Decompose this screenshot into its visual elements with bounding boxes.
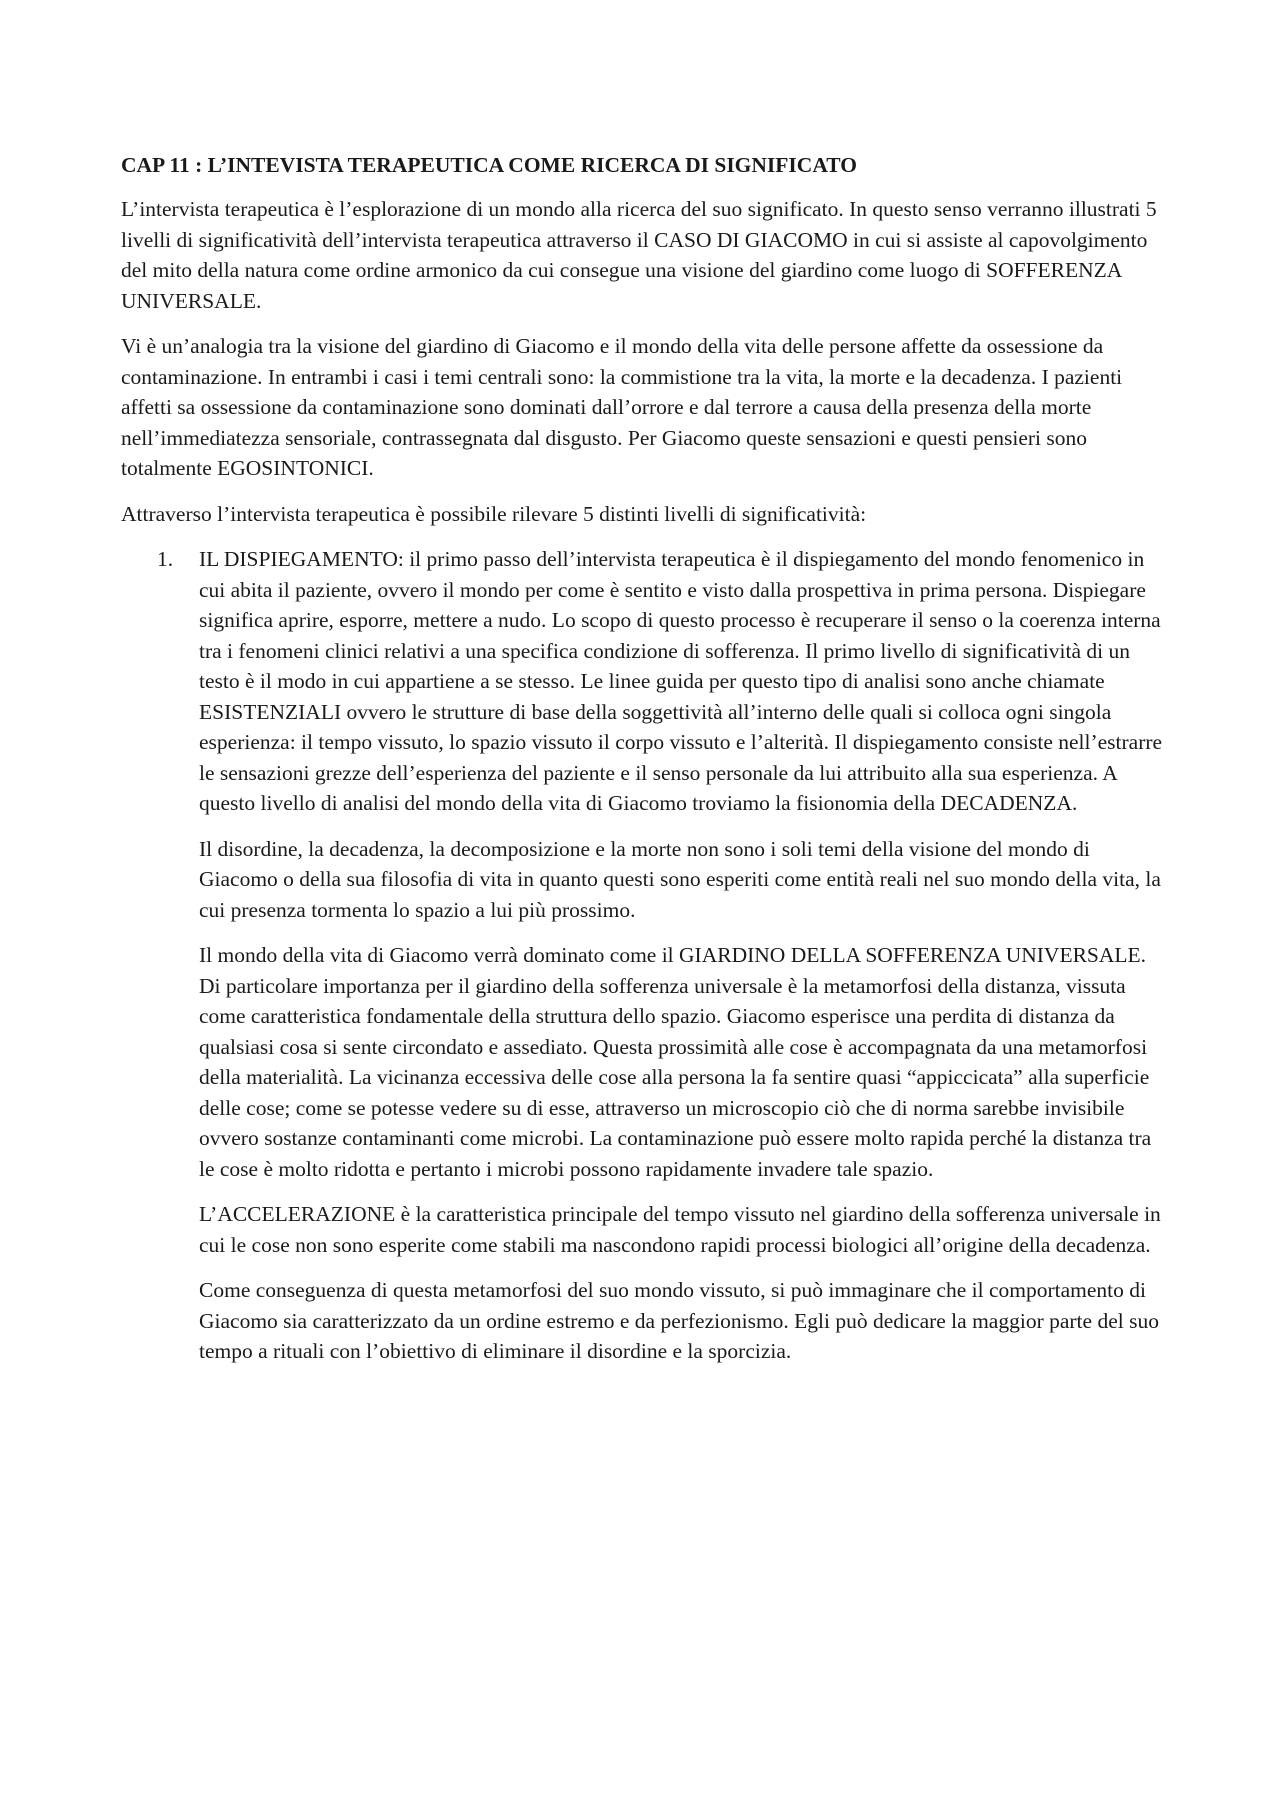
intro-paragraph-1: L’intervista terapeutica è l’esplorazione di un mondo alla ricerca del suo significato. In questo senso verranno illustrati 5 livelli di significatività dell’intervista terapeutica attraverso il CASO DI GIACOMO in cui si assiste al capovolgimento del mito della natura come ordine armonico da cui consegue una visione del giardino come luogo di SOFFERENZA UNIVERSALE. <box>121 197 1157 313</box>
list-item-number: 1. <box>157 547 174 571</box>
list-item-paragraph-5: Come conseguenza di questa metamorfosi del suo mondo vissuto, si può immaginare che il comportamento di Giacomo sia caratterizzato da un ordine estremo e da perfezionismo. Egli può dedicare la maggior parte del suo tempo a rituali con l’obiettivo di eliminare il disordine e la sporcizia. <box>199 1278 1159 1363</box>
list-item <box>121 544 1171 1367</box>
list-item-paragraph-3: Il mondo della vita di Giacomo verrà dominato come il GIARDINO DELLA SOFFERENZA UNIVERSALE. Di particolare importanza per il giardino della sofferenza universale è la metamorfosi della distanza, vissuta come caratteristica fondamentale della struttura dello spazio. Giacomo esperisce una perdita di distanza da qualsiasi cosa si sente circondato e assediato. Questa prossimità alle cose è accompagnata da una metamorfosi della materialità. La vicinanza eccessiva delle cose alla persona la fa sentire quasi “appiccicata” alla superficie delle cose; come se potesse vedere su di esse, attraverso un microscopio ciò che di norma sarebbe invisibile ovvero sostanze contaminanti come microbi. La contaminazione può essere molto rapida perché la distanza tra le cose è molto ridotta e pertanto i microbi possono rapidamente invadere tale spazio. <box>199 943 1152 1181</box>
chapter-title: CAP 11 : L’INTEVISTA TERAPEUTICA COME RICERCA DI SIGNIFICATO <box>121 153 857 177</box>
intro-paragraph-3: Attraverso l’intervista terapeutica è possibile rilevare 5 distinti livelli di significatività: <box>121 501 867 526</box>
document-body <box>121 150 1171 1382</box>
list-item-paragraph-4: L’ACCELERAZIONE è la caratteristica principale del tempo vissuto nel giardino della sofferenza universale in cui le cose non sono esperite come stabili ma nascondono rapidi processi biologici all’origine della decadenza. <box>199 1202 1161 1257</box>
list-item-paragraph-1: IL DISPIEGAMENTO: il primo passo dell’intervista terapeutica è il dispiegamento del mondo fenomenico in cui abita il paziente, ovvero il mondo per come è sentito e visto dalla prospettiva in prima persona. Dispiegare significa aprire, esporre, mettere a nudo. Lo scopo di questo processo è recuperare il senso o la coerenza interna tra i fenomeni clinici relativi a una specifica condizione di sofferenza. Il primo livello di significatività di un testo è il modo in cui appartiene a se stesso. Le linee guida per questo tipo di analisi sono anche chiamate ESISTENZIALI ovvero le strutture di base della soggettività all’interno delle quali si colloca ogni singola esperienza: il tempo vissuto, lo spazio vissuto il corpo vissuto e l’alterità. Il dispiegamento consiste nell’estrarre le sensazioni grezze dell’esperienza del paziente e il senso personale da lui attribuito alla sua esperienza. A questo livello di analisi del mondo della vita di Giacomo troviamo la fisionomia della DECADENZA. <box>199 547 1163 815</box>
levels-list <box>121 544 1171 1367</box>
intro-paragraph-2: Vi è un’analogia tra la visione del giardino di Giacomo e il mondo della vita delle persone affette da ossessione da contaminazione. In entrambi i casi i temi centrali sono: la commistione tra la vita, la morte e la decadenza. I pazienti affetti sa ossessione da contaminazione sono dominati dall’orrore e dal terrore a causa della presenza della morte nell’immediatezza sensoriale, contrassegnata dal disgusto. Per Giacomo queste sensazioni e questi pensieri sono totalmente EGOSINTONICI. <box>121 334 1123 480</box>
list-item-paragraph-2: Il disordine, la decadenza, la decomposizione e la morte non sono i soli temi della visione del mondo di Giacomo o della sua filosofia di vita in quanto questi sono esperiti come entità reali nel suo mondo della vita, la cui presenza tormenta lo spazio a lui più prossimo. <box>199 836 1161 922</box>
